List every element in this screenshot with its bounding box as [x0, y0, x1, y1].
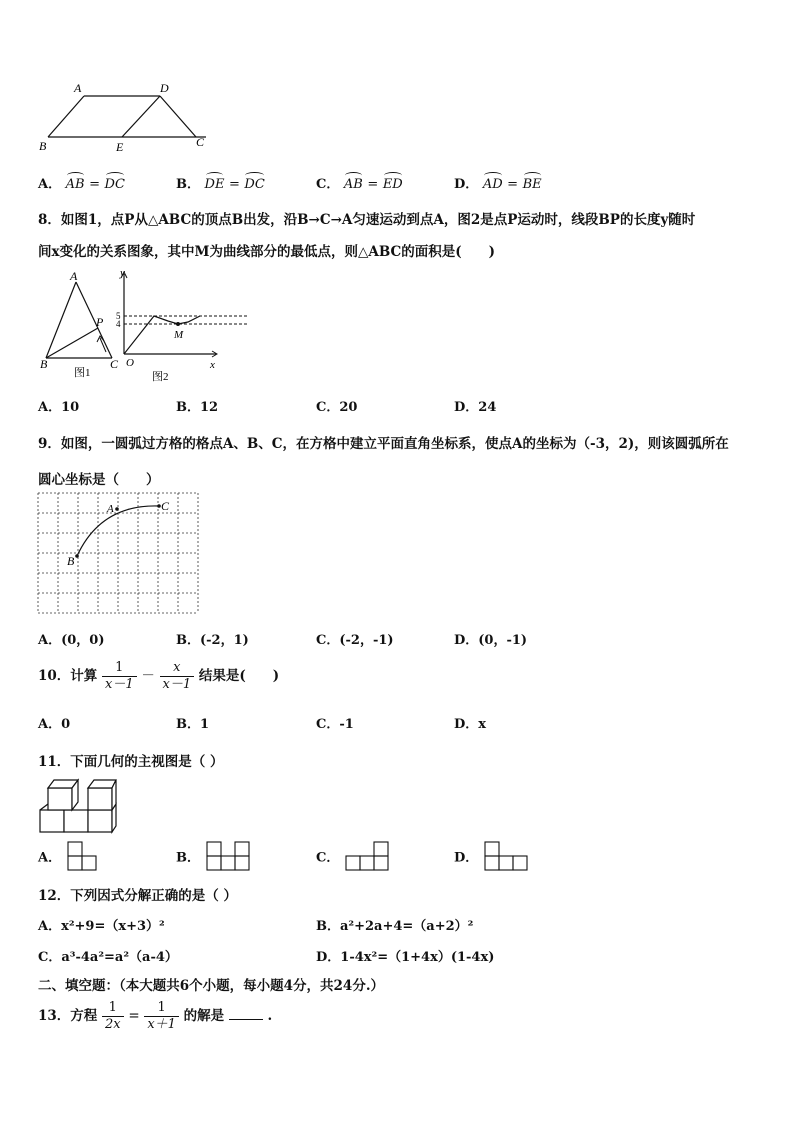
q10-option-c[interactable]: C．-1 — [316, 717, 354, 732]
fraction-1-over-x-plus-1 — [144, 1000, 179, 1033]
cube-face — [88, 788, 112, 810]
front-view-b-svg — [205, 840, 255, 872]
segment-ac — [76, 282, 112, 358]
equals-sign: = — [507, 177, 519, 192]
arc-dc: DC — [244, 177, 265, 192]
option-letter: A． — [38, 850, 62, 866]
numerator: 1 — [102, 1000, 124, 1017]
fraction-x-over-x-minus-1 — [160, 660, 195, 693]
label-c: C — [161, 499, 170, 513]
q13-end-period: . — [267, 1008, 273, 1024]
q11-solid-figure — [38, 774, 118, 834]
option-letter: A． — [38, 177, 62, 192]
label-e: E — [116, 140, 124, 154]
q7-geometry-svg — [36, 78, 216, 156]
arc-ad: AD — [482, 177, 503, 192]
label-p: P — [96, 315, 104, 329]
q12-option-a[interactable]: A．x²+9=（x+3）² — [38, 919, 165, 934]
graph-curve — [124, 316, 200, 354]
q11-stem: 11．下面几何的主视图是（ ） — [38, 754, 224, 770]
q7-option-d[interactable] — [454, 173, 542, 192]
segment-dc — [160, 96, 196, 137]
q8-option-a[interactable]: A．10 — [38, 400, 80, 415]
label-y: y — [120, 267, 125, 279]
cube-face — [64, 810, 88, 832]
label-a: A — [107, 503, 114, 515]
q7-option-c[interactable] — [316, 173, 403, 192]
label-o: O — [126, 357, 134, 369]
q9-option-c[interactable]: C．(-2，-1) — [316, 633, 394, 648]
label-m: M — [174, 329, 184, 341]
q8-option-b[interactable]: B．12 — [176, 400, 219, 415]
q10-option-a[interactable]: A．0 — [38, 717, 71, 732]
q10-prefix: 10．计算 — [38, 668, 98, 684]
arc-de: DE — [204, 177, 225, 192]
q8-figure2 — [112, 266, 252, 384]
q9-grid-figure — [37, 492, 201, 614]
q9-option-a[interactable]: A．(0，0) — [38, 633, 105, 648]
numerator: x — [160, 660, 195, 677]
arc-ab: AB — [343, 177, 363, 192]
cube-face — [48, 788, 72, 810]
q8-graph-svg — [112, 266, 252, 384]
option-letter: B． — [176, 177, 200, 192]
cubes-solid-svg — [38, 774, 118, 834]
equals-sign: = — [367, 177, 379, 192]
option-letter: C． — [316, 850, 340, 866]
option-letter: C． — [316, 177, 340, 192]
q13-suffix: 的解是 — [183, 1008, 225, 1024]
label-d: D — [160, 81, 169, 95]
q13-prefix: 13．方程 — [38, 1008, 98, 1024]
denominator: x－1 — [105, 677, 134, 692]
dashed-grid — [38, 493, 198, 613]
denominator: 2x — [105, 1017, 121, 1032]
cube-top — [88, 780, 116, 788]
label-b: B — [39, 139, 47, 153]
arc-ab: AB — [65, 177, 85, 192]
q11-option-a[interactable] — [38, 840, 100, 872]
label-b: B — [67, 554, 75, 568]
front-view-d-svg — [483, 840, 533, 872]
numerator: 1 — [144, 1000, 179, 1017]
q12-option-d[interactable]: D．1-4x²=（1+4x）(1-4x) — [316, 950, 495, 965]
option-letter: D． — [454, 850, 479, 866]
denominator: x＋1 — [147, 1017, 176, 1032]
cube-edge — [40, 804, 48, 810]
fraction-1-over-2x — [102, 1000, 124, 1033]
q9-option-b[interactable]: B．(-2，1) — [176, 633, 249, 648]
equals-sign: = — [128, 1008, 140, 1024]
q11-option-b[interactable] — [176, 840, 255, 872]
arc-ed: ED — [382, 177, 403, 192]
q11-option-c[interactable] — [316, 840, 394, 872]
section-heading-fill-in: 二、填空题：（本大题共6个小题，每小题4分，共24分.） — [38, 978, 385, 994]
q9-option-d[interactable]: D．(0，-1) — [454, 633, 528, 648]
q8-stem-line2: 间x变化的关系图象，其中M为曲线部分的最低点，则△ABC的面积是( ) — [38, 244, 496, 260]
arc-be: BE — [522, 177, 542, 192]
caption-fig1: 图1 — [74, 367, 91, 379]
answer-blank[interactable] — [229, 1007, 263, 1020]
equals-sign: = — [228, 177, 240, 192]
q9-stem-line2: 圆心坐标是（ ） — [38, 472, 160, 488]
q12-option-b[interactable]: B．a²+2a+4=（a+2）² — [316, 919, 474, 934]
label-b: B — [40, 357, 48, 371]
front-view-a-svg — [66, 840, 100, 872]
q10-option-b[interactable]: B．1 — [176, 717, 210, 732]
point-a — [115, 507, 119, 511]
segment-bp — [46, 328, 98, 358]
q7-option-b[interactable] — [176, 173, 265, 192]
q7-option-a[interactable] — [38, 173, 125, 192]
cube-face — [88, 810, 112, 832]
q11-option-d[interactable] — [454, 840, 533, 872]
numerator: 1 — [102, 660, 137, 677]
point-m — [176, 322, 180, 326]
tick-4: 4 — [116, 319, 121, 329]
fraction-1-over-x-minus-1 — [102, 660, 137, 693]
denominator: x－1 — [162, 677, 192, 692]
q9-stem-line1: 9．如图，一圆弧过方格的格点A、B、C，在方格中建立平面直角坐标系，使点A的坐标为（-3，2)，则该圆弧所在 — [38, 436, 729, 452]
q8-stem-line1: 8．如图1，点P从△ABC的顶点B出发，沿B→C→A匀速运动到点A，图2是点P运动时，线段BP的长度y随时 — [38, 212, 696, 228]
q13-stem — [38, 1000, 272, 1033]
tick-5: 5 — [116, 311, 121, 321]
q12-option-c[interactable]: C．a³-4a²=a²（a-4） — [38, 950, 178, 965]
q8-option-c[interactable]: C．20 — [316, 400, 358, 415]
cube-face — [40, 810, 64, 832]
q8-option-d[interactable]: D．24 — [454, 400, 497, 415]
label-c: C — [196, 135, 205, 149]
arc-dc: DC — [104, 177, 125, 192]
label-x: x — [210, 359, 215, 371]
q9-grid-svg — [37, 492, 201, 614]
segment-de — [122, 96, 160, 137]
label-a: A — [70, 269, 78, 283]
label-a: A — [74, 81, 82, 95]
front-view-c-svg — [344, 840, 394, 872]
label-c: C — [110, 357, 119, 371]
option-letter: B． — [176, 850, 200, 866]
q12-stem: 12．下列因式分解正确的是（ ） — [38, 888, 237, 904]
q7-figure — [36, 78, 216, 156]
segment-ab — [46, 282, 76, 358]
q10-stem — [38, 660, 279, 693]
equals-sign: = — [89, 177, 101, 192]
q10-suffix: 结果是( ) — [198, 668, 280, 684]
minus-sign: － — [141, 668, 155, 684]
point-b — [75, 554, 79, 558]
option-letter: D． — [454, 177, 479, 192]
segment-ab — [48, 96, 84, 137]
caption-fig2: 图2 — [152, 371, 169, 383]
q10-option-d[interactable]: D．x — [454, 717, 487, 732]
